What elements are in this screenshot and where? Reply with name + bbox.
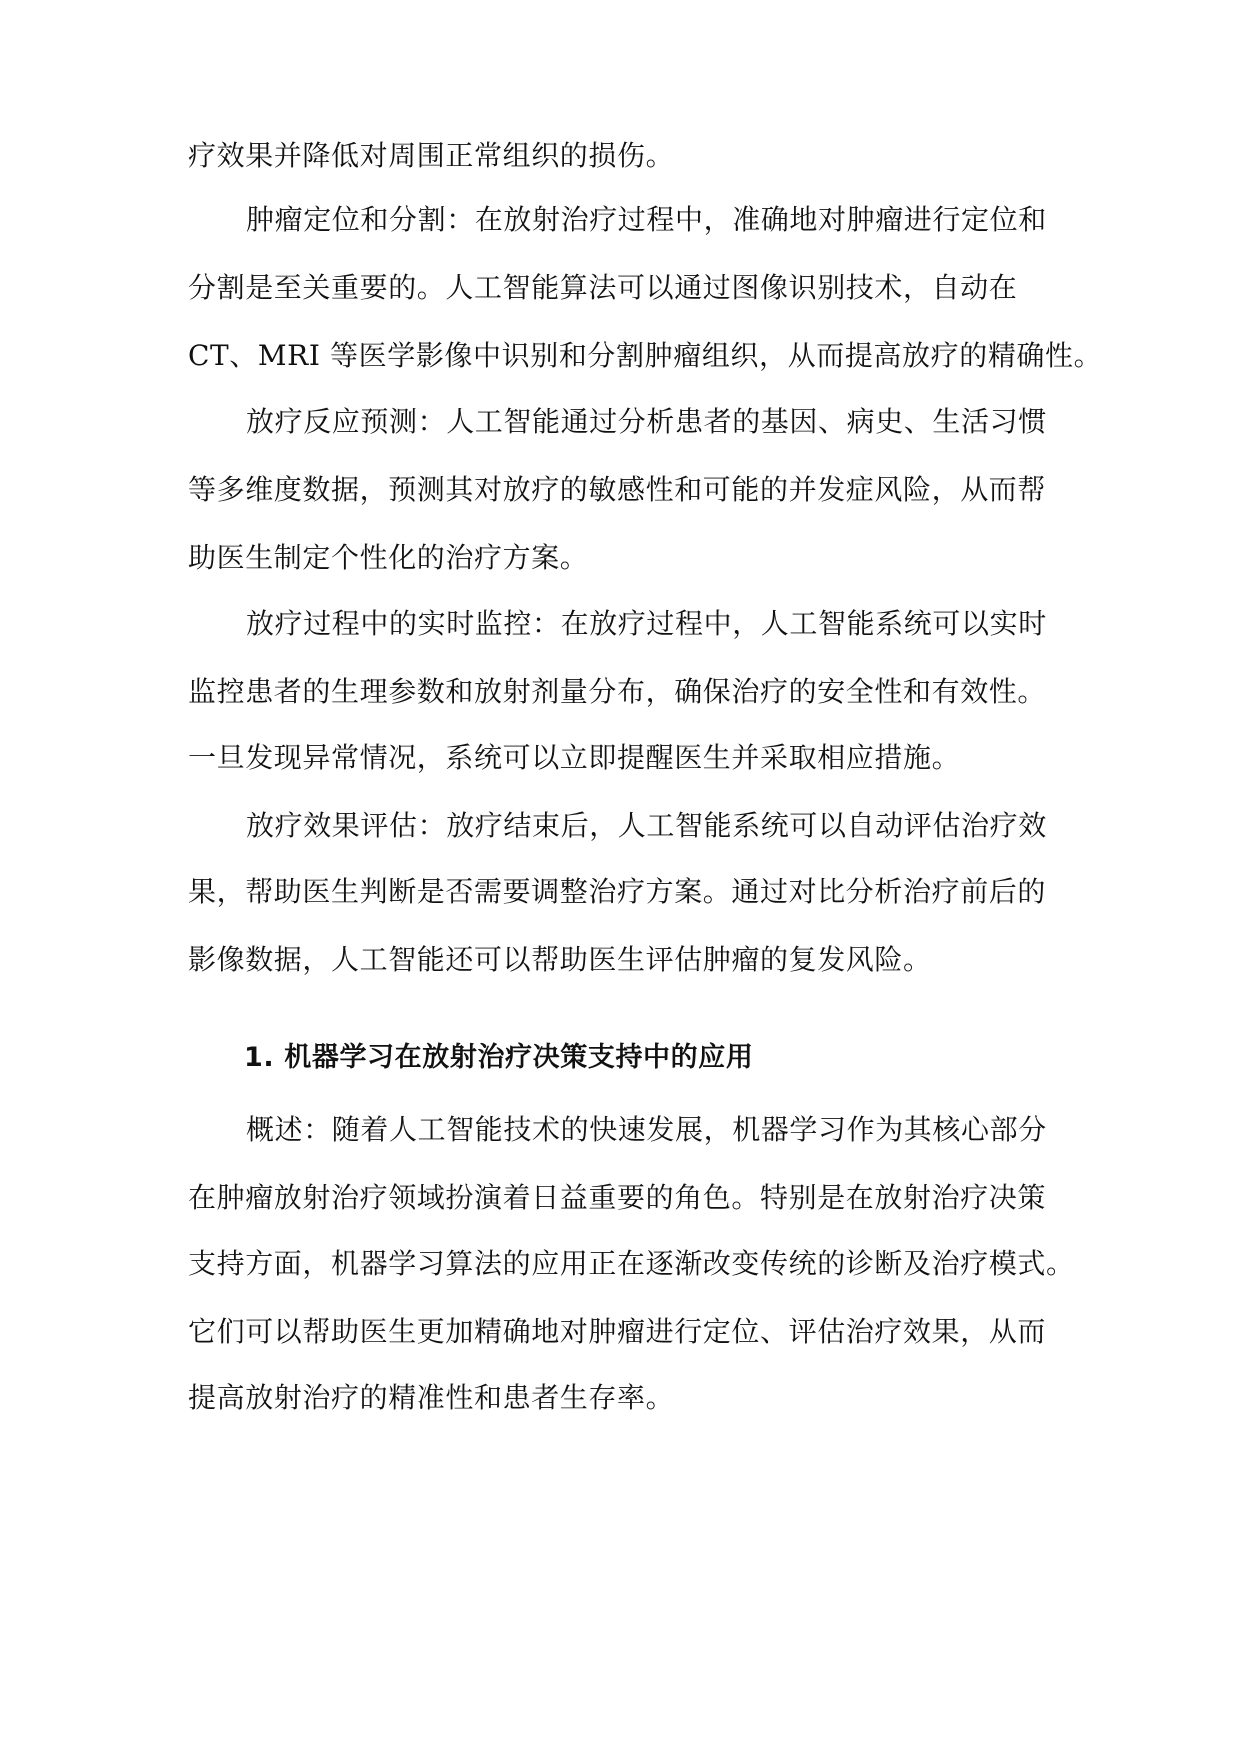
text-line: 它们可以帮助医生更加精确地对肿瘤进行定位、评估治疗效果，从而 [188, 1315, 1047, 1348]
paragraph-start-outcome-evaluation: 放疗效果评估：放疗结束后，人工智能系统可以自动评估治疗效 [246, 809, 1047, 842]
paragraph-start-response-prediction: 放疗反应预测：人工智能通过分析患者的基因、病史、生活习惯 [246, 405, 1047, 438]
text-line: CT、MRI 等医学影像中识别和分割肿瘤组织，从而提高放疗的精确性。 [188, 339, 1103, 372]
text-line: 等多维度数据，预测其对放疗的敏感性和可能的并发症风险，从而帮 [188, 473, 1047, 506]
text-line: 支持方面，机器学习算法的应用正在逐渐改变传统的诊断及治疗模式。 [188, 1247, 1075, 1280]
paragraph-start-realtime-monitoring: 放疗过程中的实时监控：在放疗过程中，人工智能系统可以实时 [246, 607, 1047, 640]
paragraph-start-overview: 概述：随着人工智能技术的快速发展，机器学习作为其核心部分 [246, 1113, 1047, 1146]
text-line: 在肿瘤放射治疗领域扮演着日益重要的角色。特别是在放射治疗决策 [188, 1181, 1047, 1214]
text-line: 监控患者的生理参数和放射剂量分布，确保治疗的安全性和有效性。 [188, 675, 1047, 708]
text-line: 提高放射治疗的精准性和患者生存率。 [188, 1381, 675, 1414]
paragraph-start-tumor-localization: 肿瘤定位和分割：在放射治疗过程中，准确地对肿瘤进行定位和 [246, 203, 1047, 236]
text-line: 疗效果并降低对周围正常组织的损伤。 [188, 139, 675, 172]
text-line: 助医生制定个性化的治疗方案。 [188, 541, 589, 574]
text-line: 一旦发现异常情况，系统可以立即提醒医生并采取相应措施。 [188, 741, 961, 774]
text-line: 果，帮助医生判断是否需要调整治疗方案。通过对比分析治疗前后的 [188, 875, 1047, 908]
section-heading: 1. 机器学习在放射治疗决策支持中的应用 [244, 1042, 754, 1073]
text-line: 分割是至关重要的。人工智能算法可以通过图像识别技术，自动在 [188, 271, 1018, 304]
text-line: 影像数据，人工智能还可以帮助医生评估肿瘤的复发风险。 [188, 943, 932, 976]
